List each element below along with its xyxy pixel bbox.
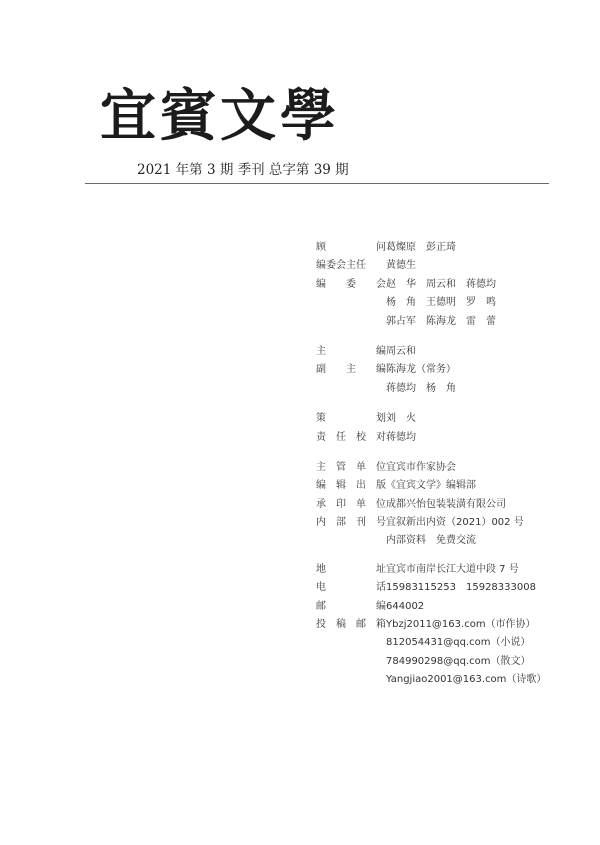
masthead-value: 宜宾市南岸长江大道中段 7 号 [386,563,519,575]
masthead-label [316,313,386,331]
masthead-row [316,459,586,477]
masthead-value: 812054431@qq.com（小说） [386,637,531,649]
masthead-row [316,532,586,550]
group-spacer [316,331,586,343]
masthead-value: 《宜宾文学》编辑部 [386,480,476,492]
group-spacer [316,398,586,410]
masthead-value: Ybzj2011@163.com（市作协） [386,619,536,631]
masthead-value: 内部资料 免费交流 [386,535,476,547]
masthead-list [316,239,586,690]
masthead-row [316,294,586,312]
masthead-value: 784990298@qq.com（散文） [386,655,531,667]
masthead-row [316,616,586,634]
masthead-value: 赵 华 周云和 蒋德均 [386,278,496,290]
masthead-row [316,598,586,616]
masthead-value: 陈海龙（常务） [386,364,456,376]
masthead-value: 644002 [386,600,425,612]
masthead-label: 承 印 单 位 [316,498,386,510]
masthead-row [316,514,586,532]
masthead-row [316,579,586,597]
masthead-value: 蒋德均 杨 角 [386,382,456,394]
masthead-label [316,294,386,312]
masthead-row [316,313,586,331]
header-divider [85,183,549,184]
masthead-row [316,410,586,428]
masthead-value: Yangjiao2001@163.com（诗歌） [386,674,547,686]
masthead-label: 主 编 [316,345,386,357]
masthead-row [316,634,586,652]
masthead-label: 电 话 [316,582,386,594]
masthead-value: 宜叙新出内资（2021）002 号 [386,517,524,529]
masthead-label [316,532,386,550]
masthead-label: 投 稿 邮 箱 [316,619,386,631]
group-spacer [316,551,586,561]
masthead-value: 郭占军 陈海龙 雷 蕾 [386,315,496,327]
masthead-label: 编 委 会 [316,278,386,290]
masthead-label: 责 任 校 对 [316,431,386,443]
masthead-row [316,496,586,514]
masthead-row [316,477,586,495]
masthead-value: 周云和 [386,345,416,357]
masthead-label [316,634,386,652]
masthead-label: 内 部 刊 号 [316,517,386,529]
masthead-row [316,671,586,689]
masthead-row [316,653,586,671]
masthead-value: 成都兴怡包装装潢有限公司 [386,498,506,510]
masthead-label: 顾 问 [316,242,386,253]
masthead-row [316,257,586,275]
masthead-value: 15983115253 15928333008 [386,582,536,594]
masthead-value: 刘 火 [386,413,416,425]
masthead-label: 编 辑 出 版 [316,480,386,492]
masthead-label: 地 址 [316,563,386,575]
masthead-label: 策 划 [316,413,386,425]
masthead-value: 葛燦原 彭正琦 [386,242,456,253]
masthead-row [316,380,586,398]
masthead-label: 邮 编 [316,600,386,612]
masthead-row [316,276,586,294]
masthead-value: 宜宾市作家协会 [386,461,456,473]
masthead-label: 主 管 单 位 [316,461,386,473]
masthead-row [316,239,586,257]
masthead-label: 副 主 编 [316,364,386,376]
issue-line: 2021 年第 3 期 季刊 总字第 39 期 [137,162,349,178]
masthead-label [316,380,386,398]
masthead-label [316,653,386,671]
masthead-row [316,429,586,447]
masthead-label [316,671,386,689]
magazine-logo: 宜賓文學 [100,83,340,149]
masthead-row [316,343,586,361]
masthead-row [316,561,586,579]
masthead-label: 编 委 会 主 任 [316,260,366,272]
masthead-value: 蒋德均 [386,431,416,443]
group-spacer [316,447,586,459]
masthead-row [316,361,586,379]
masthead-value: 杨 角 王德明 罗 鸣 [386,297,496,309]
masthead-value: 黄德生 [386,260,416,272]
